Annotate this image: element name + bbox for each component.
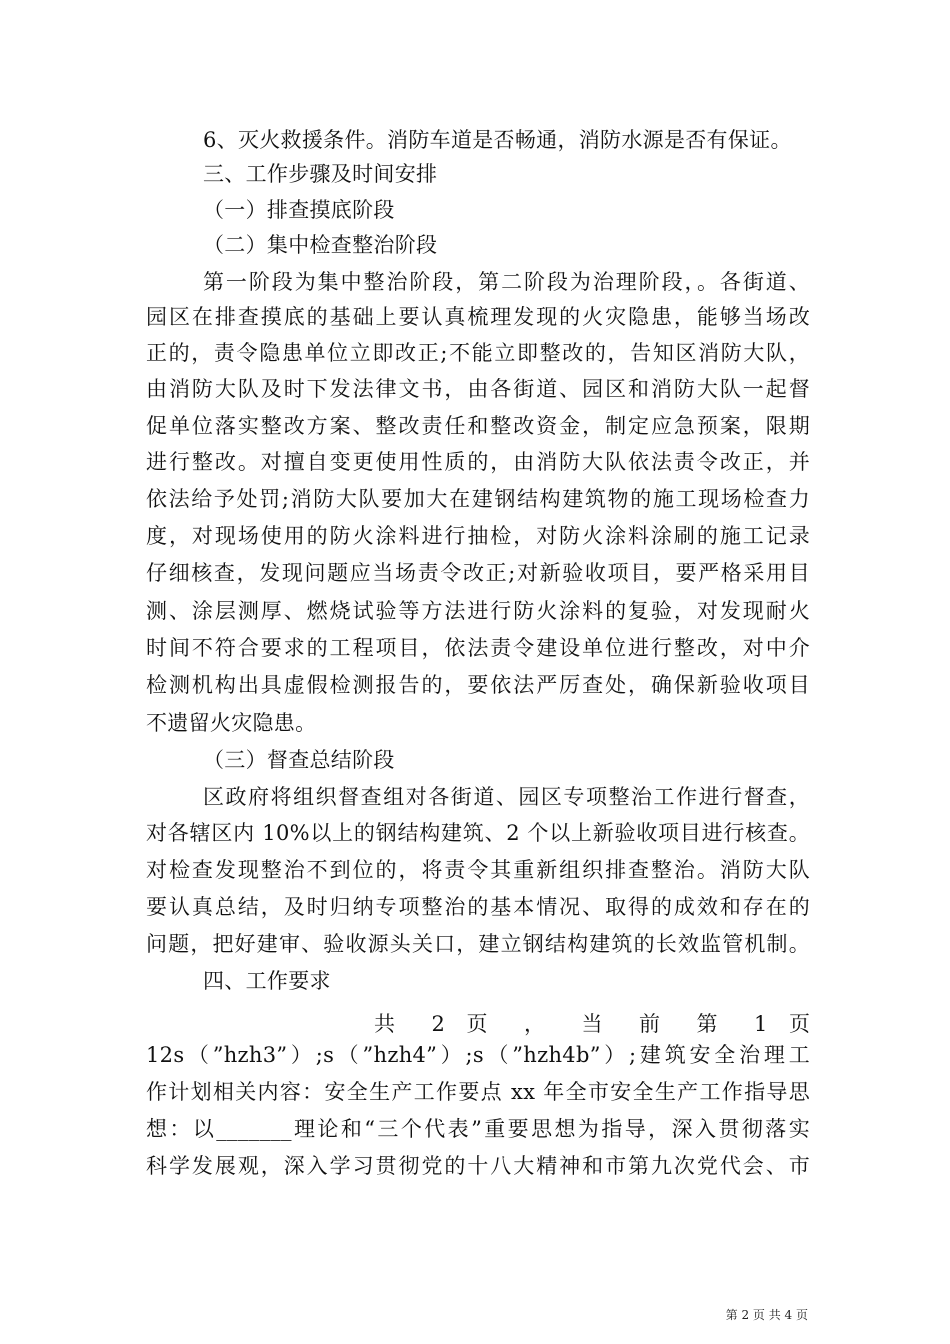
- paragraph-line: 由消防大队及时下发法律文书，由各街道、园区和消防大队一起督: [146, 377, 810, 401]
- page-info-line: 共 2 页 ， 当 前 第 1 页: [374, 1012, 810, 1036]
- paragraph-line: 度，对现场使用的防火涂料进行抽检，对防火涂料涂刷的施工记录: [146, 524, 810, 548]
- paragraph-line: 作计划相关内容：安全生产工作要点 xx 年全市安全生产工作指导思: [146, 1080, 810, 1104]
- paragraph-line: 仔细核查，发现问题应当场责令改正;对新验收项目，要严格采用目: [146, 561, 810, 585]
- paragraph-line: 区政府将组织督查组对各街道、园区专项整治工作进行督查，: [203, 785, 810, 809]
- paragraph-line: 进行整改。对擅自变更使用性质的，由消防大队依法责令改正，并: [146, 450, 810, 474]
- subsection-heading: （一）排查摸底阶段: [203, 198, 395, 222]
- paragraph-line: 不遗留火灾隐患。: [146, 711, 317, 735]
- paragraph-line: 第一阶段为集中整治阶段，第二阶段为治理阶段，。各街道、: [203, 270, 810, 294]
- paragraph-line: 12s（”hzh3”）;s（”hzh4”）;s（”hzh4b”）;建筑安全治理工: [146, 1043, 810, 1067]
- paragraph-line: 园区在排查摸底的基础上要认真梳理发现的火灾隐患，能够当场改: [146, 305, 810, 329]
- section-heading: 四、工作要求: [203, 969, 331, 993]
- paragraph-line: 问题，把好建审、验收源头关口，建立钢结构建筑的长效监管机制。: [146, 932, 810, 956]
- paragraph-line: 依法给予处罚;消防大队要加大在建钢结构建筑物的施工现场检查力: [146, 487, 810, 511]
- paragraph-line: 要认真总结，及时归纳专项整治的基本情况、取得的成效和存在的: [146, 895, 810, 919]
- paragraph-line: 促单位落实整改方案、整改责任和整改资金，制定应急预案，限期: [146, 414, 810, 438]
- paragraph-line: 6、灭火救援条件。消防车道是否畅通，消防水源是否有保证。: [203, 128, 792, 152]
- paragraph-line: 想：以_______理论和“三个代表”重要思想为指导，深入贯彻落实: [146, 1117, 810, 1141]
- paragraph-line: 科学发展观，深入学习贯彻党的十八大精神和市第九次党代会、市: [146, 1154, 810, 1178]
- paragraph-line: 测、涂层测厚、燃烧试验等方法进行防火涂料的复验，对发现耐火: [146, 599, 810, 623]
- paragraph-line: 检测机构出具虚假检测报告的，要依法严厉查处，确保新验收项目: [146, 673, 810, 697]
- page-footer: 第 2 页 共 4 页: [725, 1308, 808, 1322]
- paragraph-line: 对各辖区内 10%以上的钢结构建筑、2 个以上新验收项目进行核查。: [146, 821, 810, 845]
- subsection-heading: （二）集中检查整治阶段: [203, 233, 438, 257]
- paragraph-line: 对检查发现整治不到位的，将责令其重新组织排查整治。消防大队: [146, 858, 810, 882]
- paragraph-line: 时间不符合要求的工程项目，依法责令建设单位进行整改，对中介: [146, 636, 810, 660]
- paragraph-line: 正的，责令隐患单位立即改正;不能立即整改的，告知区消防大队，: [146, 341, 810, 365]
- section-heading: 三、工作步骤及时间安排: [203, 162, 438, 186]
- subsection-heading: （三）督查总结阶段: [203, 748, 395, 772]
